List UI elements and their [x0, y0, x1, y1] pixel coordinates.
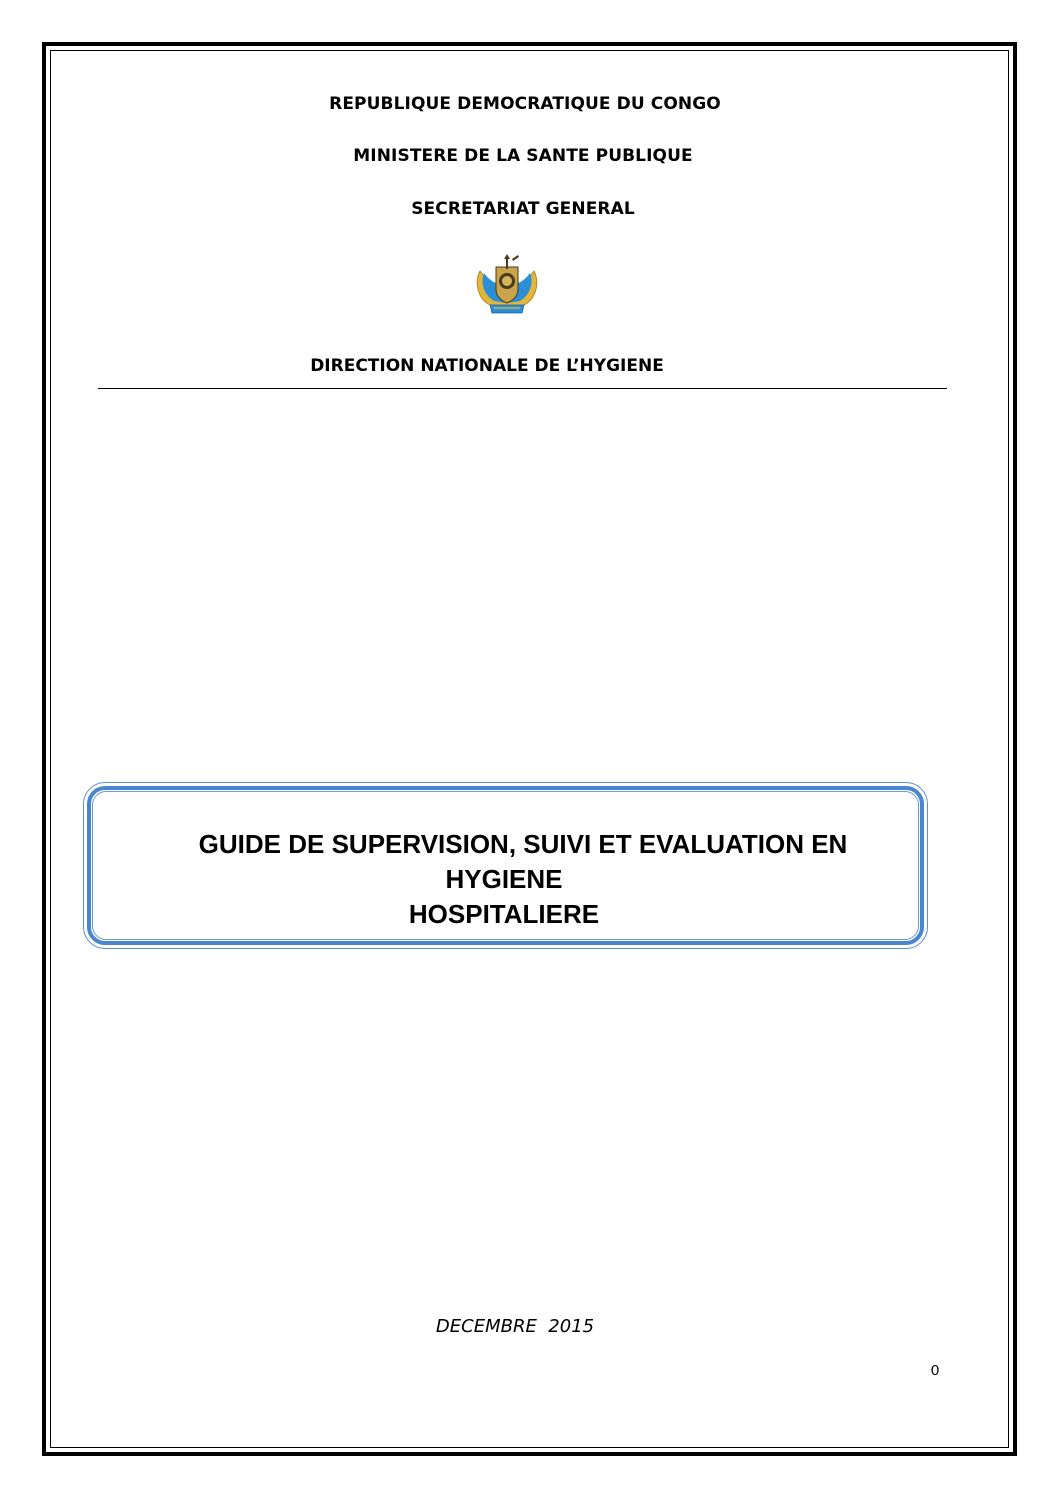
- document-title: [110, 827, 936, 932]
- title-line-2: HYGIENE: [445, 864, 563, 894]
- direction-heading: DIRECTION NATIONALE DE L’HYGIENE: [310, 356, 664, 376]
- secretariat-heading: SECRETARIAT GENERAL: [411, 199, 635, 219]
- publication-date: DECEMBRE 2015: [435, 1316, 595, 1337]
- title-line-3: HOSPITALIERE: [408, 899, 600, 929]
- ministry-heading: MINISTERE DE LA SANTE PUBLIQUE: [353, 146, 693, 166]
- title-line-1: GUIDE DE SUPERVISION, SUIVI ET EVALUATION EN: [198, 829, 848, 859]
- header-divider: [98, 388, 947, 389]
- coat-of-arms-icon: [472, 253, 542, 315]
- country-heading: REPUBLIQUE DEMOCRATIQUE DU CONGO: [329, 94, 721, 114]
- page-number: 0: [930, 1362, 940, 1379]
